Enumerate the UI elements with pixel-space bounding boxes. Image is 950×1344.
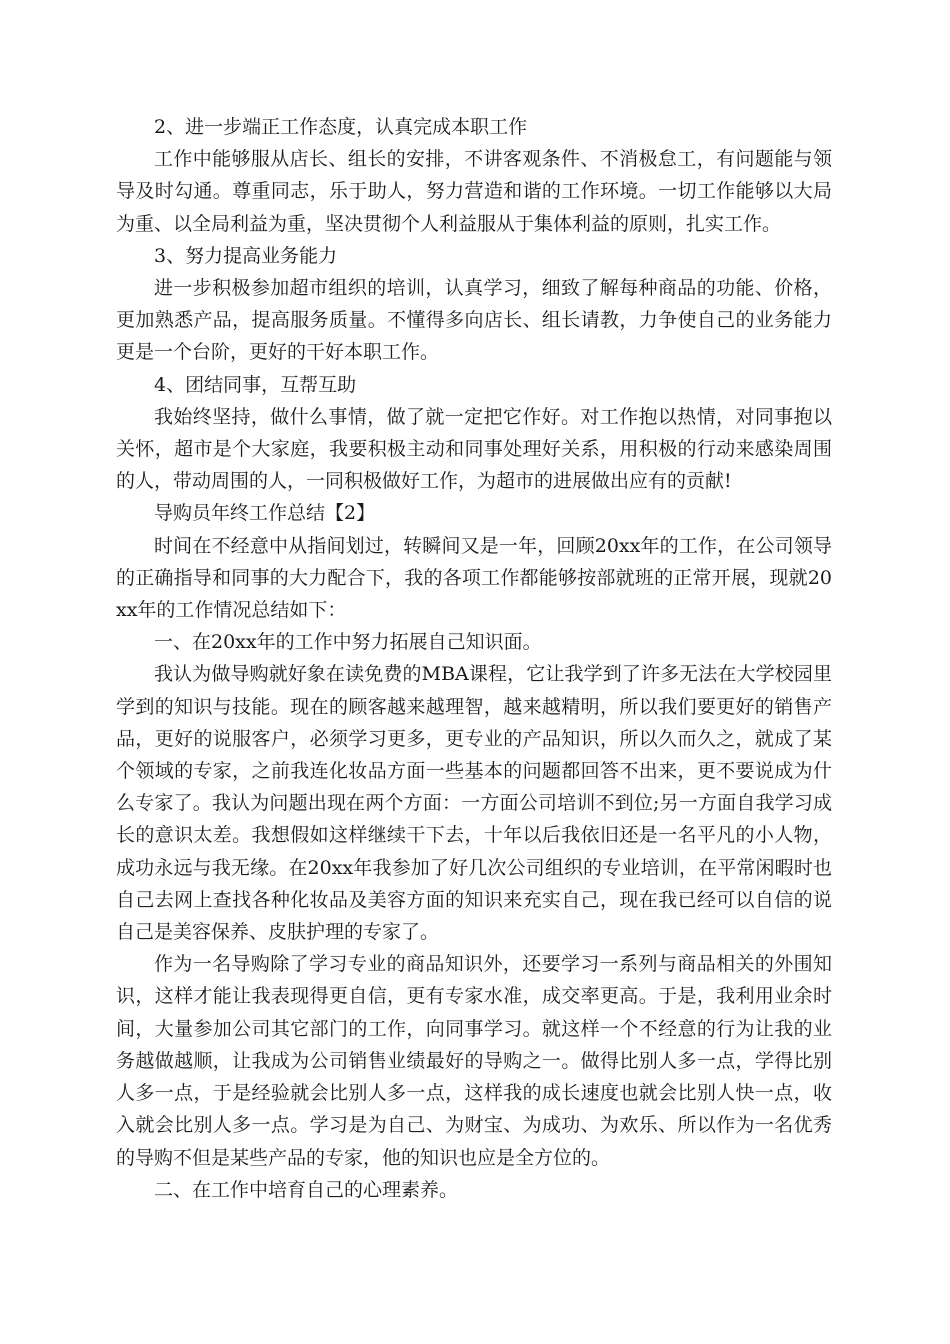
section-heading-teamwork: 4、团结同事，互帮互助 bbox=[154, 373, 357, 396]
document-body bbox=[116, 111, 832, 1206]
paragraph-work-attitude: 工作中能够服从店长、组长的安排，不讲客观条件、不消极怠工，有问题能与领导及时勾通。尊重同志，乐于助人，努力营造和谐的工作环境。一切工作能够以大局为重、以全局利益为重，坚决贯彻个人利益服从于集体利益的原则，扎实工作。 bbox=[116, 148, 832, 235]
paragraph-business-ability: 进一步积极参加超市组织的培训，认真学习，细致了解每种商品的功能、价格，更加熟悉产品，提高服务质量。不懂得多向店长、组长请教，力争使自己的业务能力更是一个台阶，更好的干好本职工作。 bbox=[116, 277, 832, 364]
section-heading-psychology: 二、在工作中培育自己的心理素养。 bbox=[154, 1178, 459, 1201]
paragraph-teamwork: 我始终坚持，做什么事情，做了就一定把它作好。对工作抱以热情，对同事抱以关怀，超市是个大家庭，我要积极主动和同事处理好关系，用积极的行动来感染周围的人，带动周围的人，一同积极做好工作，为超市的进展做出应有的贡献! bbox=[116, 405, 832, 493]
section-heading-knowledge: 一、在20xx年的工作中努力拓展自己知识面。 bbox=[154, 631, 542, 654]
section-heading-business-ability: 3、努力提高业务能力 bbox=[154, 244, 338, 267]
paragraph-intro: 时间在不经意中从指间划过，转瞬间又是一年，回顾20xx年的工作，在公司领导的正确指导和同事的大力配合下，我的各项工作都能够按部就班的正常开展，现就20xx年的工作情况总结如下： bbox=[116, 534, 832, 622]
paragraph-knowledge-1: 我认为做导购就好象在读免费的MBA课程，它让我学到了许多无法在大学校园里学到的知识与技能。现在的顾客越来越理智，越来越精明，所以我们要更好的销售产品，更好的说服客户，必须学习更多，更专业的产品知识，所以久而久之，就成了某个领域的专家，之前我连化妆品方面一些基本的问题都回答不出来，更不要说成为什么专家了。我认为问题出现在两个方面：一方面公司培训不到位;另一方面自我学习成长的意识太差。我想假如这样继续干下去，十年以后我依旧还是一名平凡的小人物，成功永远与我无缘。在20xx年我参加了好几次公司组织的专业培训，在平常闲暇时也自己去网上查找各种化妆品及美容方面的知识来充实自己，现在我已经可以自信的说自己是美容保养、皮肤护理的专家了。 bbox=[116, 663, 832, 944]
paragraph-knowledge-2: 作为一名导购除了学习专业的商品知识外，还要学习一系列与商品相关的外围知识，这样才能让我表现得更自信，更有专家水准，成交率更高。于是，我利用业余时间，大量参加公司其它部门的工作，向同事学习。就这样一个不经意的行为让我的业务越做越顺，让我成为公司销售业绩最好的导购之一。做得比别人多一点，学得比别人多一点，于是经验就会比别人多一点，这样我的成长速度也就会比别人快一点，收入就会比别人多一点。学习是为自己、为财宝、为成功、为欢乐、所以作为一名优秀的导购不但是某些产品的专家，他的知识也应是全方位的。 bbox=[116, 953, 832, 1169]
article-title-2: 导购员年终工作总结【2】 bbox=[154, 502, 376, 525]
section-heading-work-attitude: 2、进一步端正工作态度，认真完成本职工作 bbox=[154, 116, 528, 138]
